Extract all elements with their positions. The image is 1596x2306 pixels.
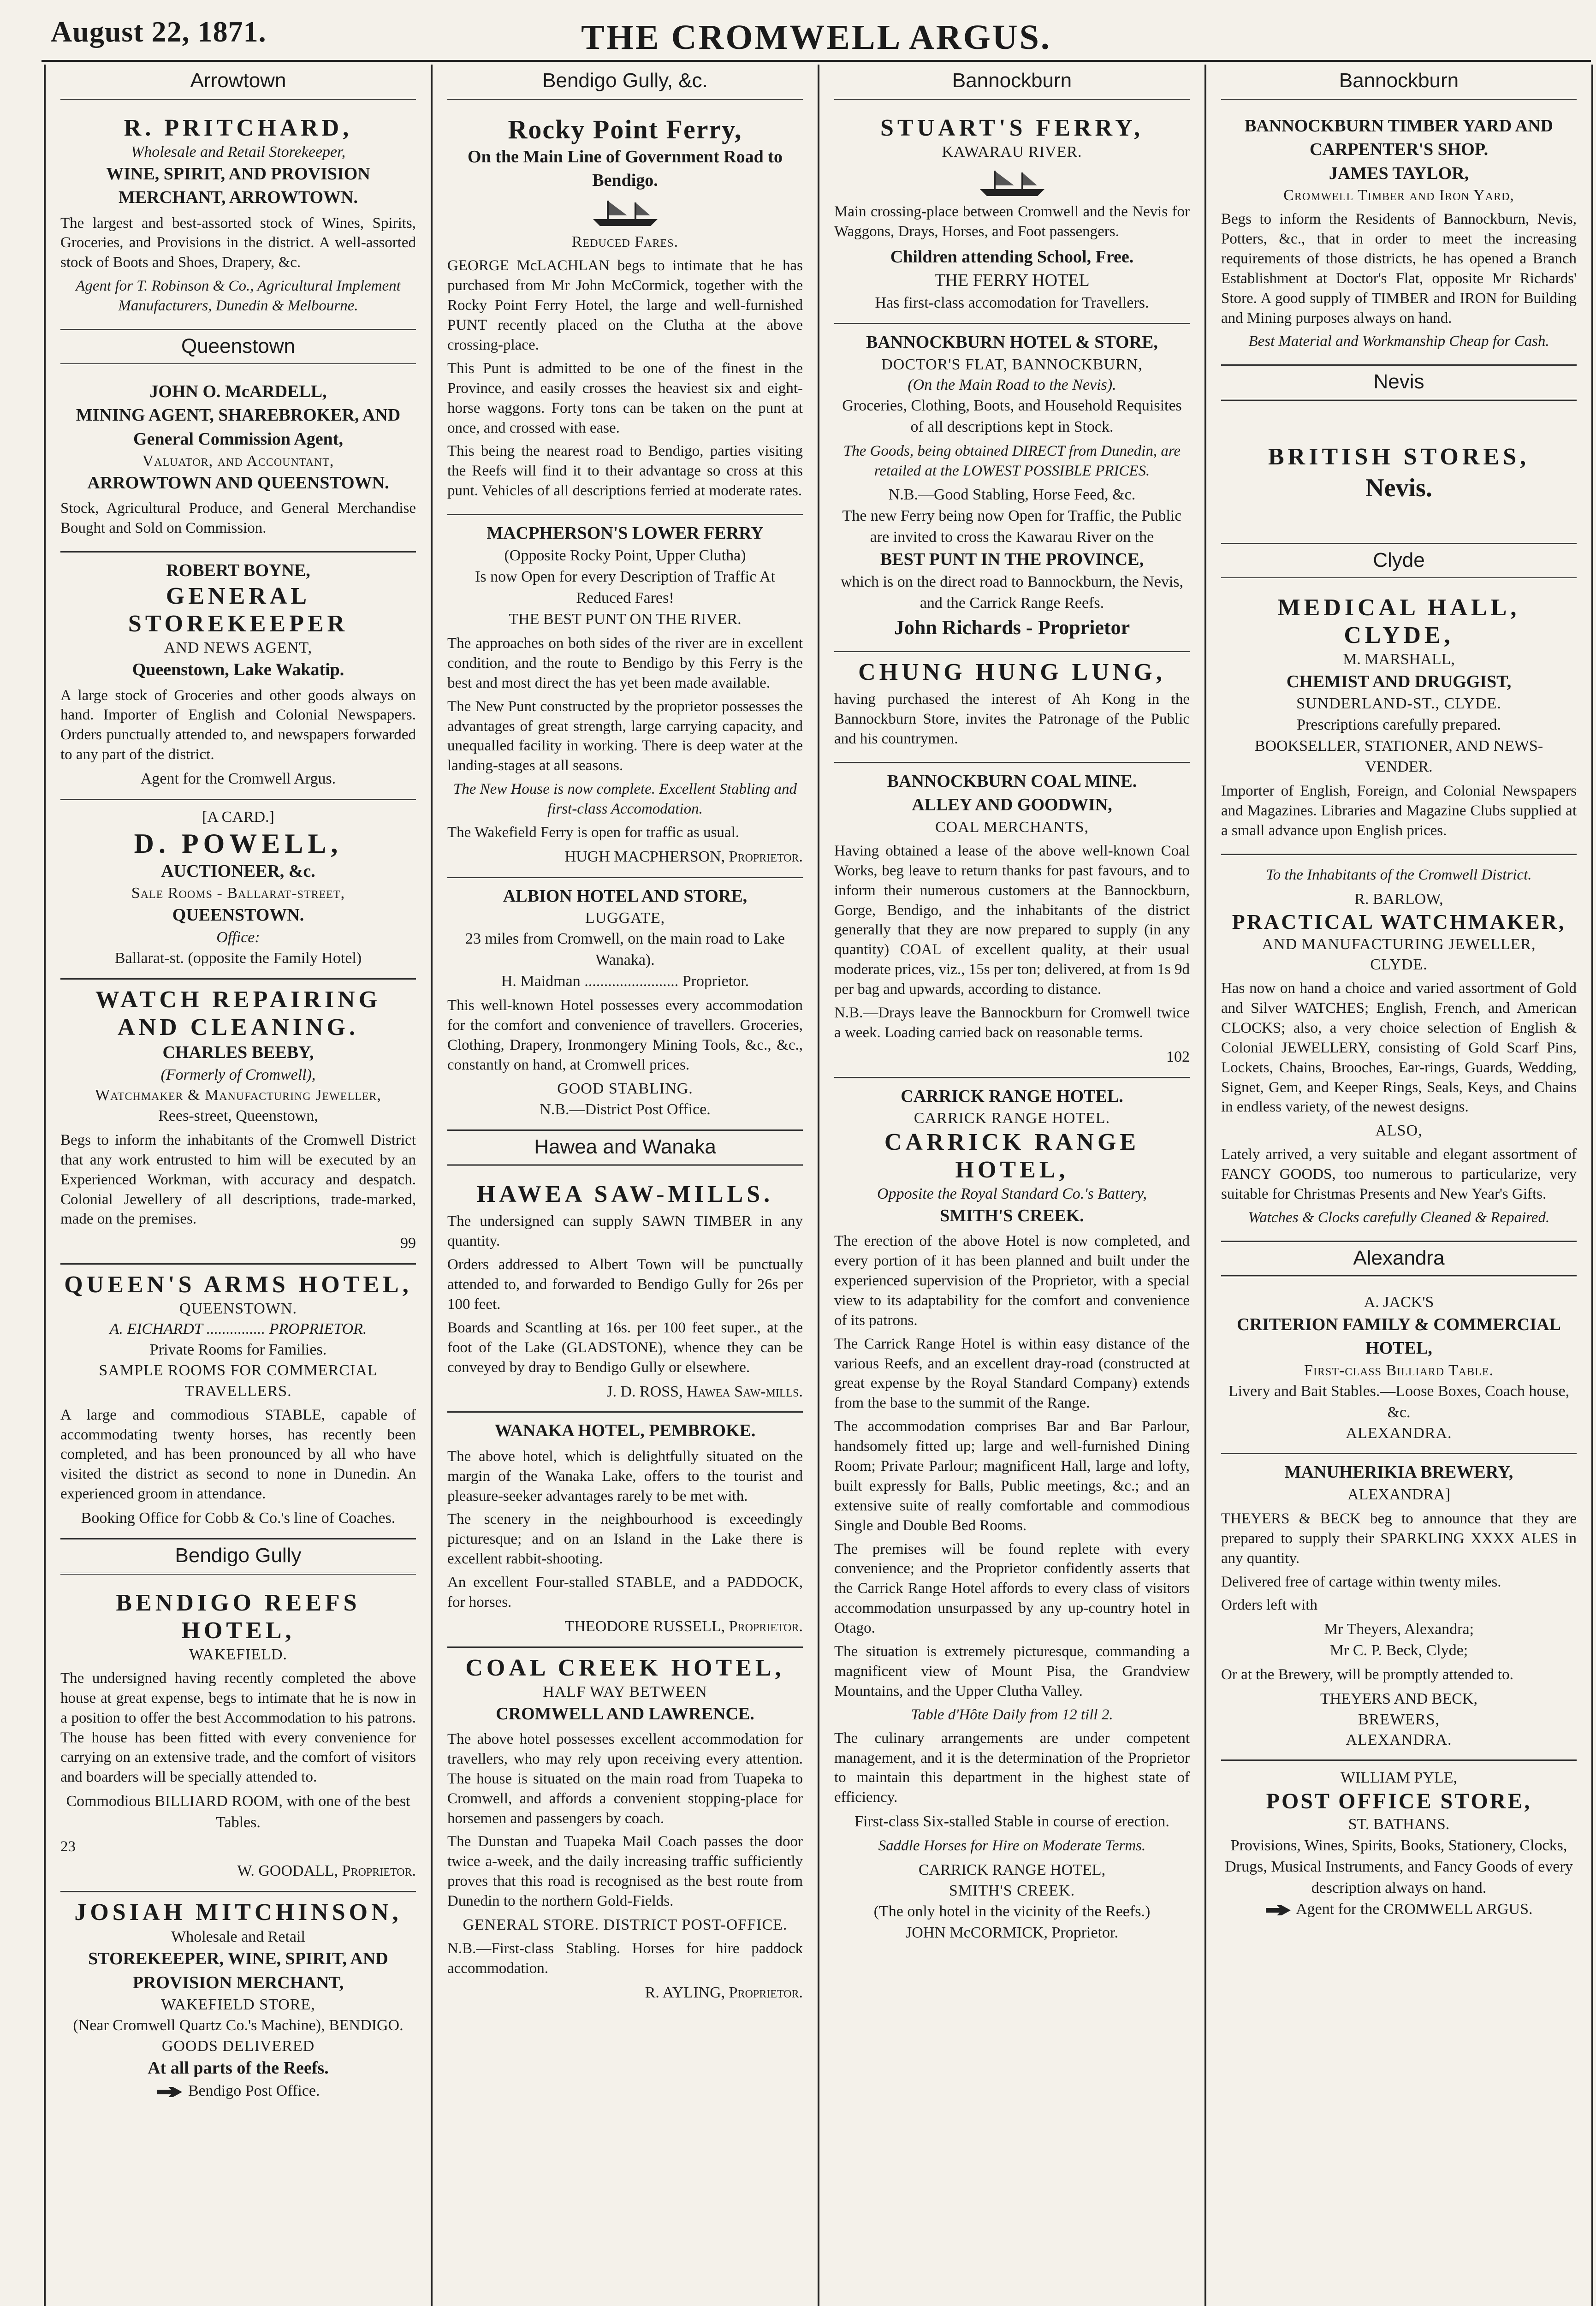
ad-title: ROBERT BOYNE,	[166, 561, 310, 581]
ad-title: CARRICK RANGE HOTEL.	[901, 1086, 1123, 1106]
ad-body: The erection of the above Hotel is now completed, and every portion of it has been planned and built under the experienced supervision of the Proprietor, with a special view to its adaptability for the comfort and convenience of its patrons.	[834, 1233, 1190, 1329]
ad-body: Having obtained a lease of the above well-known Coal Works, beg leave to return thanks for past favours, and to inform their numerous customers at the Bannockburn, Gorge, Bendigo, and the inhabitants of the district generally that they are now prepared to supply (in any quantity) COAL of excellent quality, at their usual moderate prices, viz., 15s per ton; delivered, at from 1s 9d per bag and upwards, according to distance.	[834, 842, 1190, 998]
ad-card: [A CARD.]	[202, 808, 274, 826]
ad-body: The Wakefield Ferry is open for traffic as usual.	[447, 824, 739, 841]
ad-body: GEORGE McLACHLAN begs to intimate that he has purchased from Mr John McCormick, together with the Rocky Point Ferry Hotel, the large and well-furnished PUNT recently placed on the Clutha at the above crossing-place.	[447, 257, 803, 354]
ad-mcardell	[60, 374, 416, 553]
ad-line: The new Ferry being now Open for Traffic, the Public are invited to cross the Kawarau River on the	[842, 507, 1182, 546]
ad-mitchinson	[60, 1892, 416, 2111]
ad-signature: SMITH'S CREEK.	[949, 1882, 1075, 1899]
ad-body: An excellent Four-stalled STABLE, and a PADDOCK, for horses.	[447, 1574, 803, 1611]
column-2	[431, 65, 818, 2306]
ad-body: The scenery in the neighbourhood is exceedingly picturesque; and on an Island in the Lake there is excellent rabbit-shooting.	[447, 1511, 803, 1568]
ad-body: Or at the Brewery, will be promptly attended to.	[1221, 1666, 1513, 1683]
issue-date: August 22, 1871.	[51, 15, 267, 48]
ad-body: This well-known Hotel possesses every accommodation for the comfort and convenience of travellers. Groceries, Clothing, Drapery, Ironmongery Mining Tools, &c., &c., constantly on hand, at Cromwell prices.	[447, 997, 803, 1073]
ad-address: Ballarat-st. (opposite the Family Hotel)	[114, 949, 362, 967]
ad-subtitle: Cromwell Timber and Iron Yard,	[1283, 186, 1514, 204]
ad-subtitle: ST. BATHANS.	[1348, 1816, 1450, 1833]
ad-title: CARRICK RANGE HOTEL,	[884, 1129, 1140, 1183]
ad-title: STUART'S FERRY,	[880, 115, 1144, 141]
ad-title: BRITISH STORES,	[1268, 444, 1530, 470]
ad-italic: Saddle Horses for Hire on Moderate Terms.	[878, 1837, 1146, 1854]
ad-line: THE BEST PUNT ON THE RIVER.	[509, 611, 742, 628]
ad-subtitle: Wholesale and Retail Storekeeper,	[131, 143, 346, 160]
section-heading: Nevis	[1221, 366, 1577, 401]
ad-line: QUEENSTOWN.	[172, 905, 304, 925]
section-heading: Clyde	[1221, 544, 1577, 579]
ad-name: A. JACK'S	[1364, 1294, 1434, 1311]
ad-line: Has first-class accomodation for Travellers.	[875, 294, 1149, 312]
ad-italic: Best Material and Workmanship Cheap for Cash.	[1248, 333, 1549, 350]
ad-subtitle: QUEENSTOWN.	[179, 1300, 297, 1318]
ad-body: N.B.—Drays leave the Bannockburn for Cromwell twice a week. Loading carried back on reasonable terms.	[834, 1004, 1190, 1041]
ad-line: First-class Six-stalled Stable in course of erection.	[854, 1813, 1169, 1831]
ad-agent	[1221, 1899, 1577, 1920]
ad-powell	[60, 800, 416, 980]
ad-subtitle: AND MANUFACTURING JEWELLER,	[1262, 935, 1536, 953]
ad-title: CHUNG HUNG LUNG,	[858, 659, 1166, 685]
ship-icon	[975, 166, 1049, 198]
ad-pyle	[1221, 1761, 1577, 1929]
column-4	[1204, 65, 1593, 2306]
ad-post-label: Bendigo Post Office.	[188, 2082, 320, 2099]
ad-signature: (The only hotel in the vicinity of the Reefs.)	[873, 1903, 1151, 1920]
ad-pritchard	[60, 108, 416, 330]
ad-signature: ALEXANDRA.	[1346, 1731, 1452, 1749]
ad-italic: The Goods, being obtained DIRECT from Dunedin, are retailed at the LOWEST POSSIBLE PRICES.	[843, 442, 1181, 479]
ad-subtitle: Valuator, and Accountant,	[142, 452, 334, 470]
ad-body: Livery and Bait Stables.—Loose Boxes, Coach house, &c.	[1228, 1382, 1570, 1421]
ad-bendigo-reefs	[60, 1583, 416, 1892]
ad-body: Stock, Agricultural Produce, and General Merchandise Bought and Sold on Commission.	[60, 500, 416, 537]
ad-office: Office:	[216, 928, 260, 946]
ad-subtitle: GENERAL STORE. DISTRICT POST-OFFICE.	[463, 1916, 788, 1934]
ad-title: POST OFFICE STORE,	[1266, 1789, 1532, 1814]
ad-body: The premises will be found replete with every convenience; and the Proprietor confidently asserts that the Carrick Range Hotel affords to every class of visitors accommodation unsurpassed by any up-country hotel in Otago.	[834, 1540, 1190, 1637]
ad-body: Begs to inform the Residents of Bannockburn, Nevis, Potters, &c., that in order to meet the increasing requirements of those districts, he has opened a Branch Establishment at Doctor's Flat, opposite Mr Richards' Store. A good supply of TIMBER and IRON for Building and Mining purposes always on hand.	[1221, 211, 1577, 327]
pointing-hand-icon	[156, 2085, 184, 2099]
ad-subtitle: WAKEFIELD STORE,	[161, 1996, 315, 2014]
ad-body: having purchased the interest of Ah Kong in the Bannockburn Store, invites the Patronage of the Public and his countrymen.	[834, 691, 1190, 748]
ad-subtitle: DOCTOR'S FLAT, BANNOCKBURN,	[881, 356, 1143, 373]
ad-line: BOOKSELLER, STATIONER, AND NEWS-VENDER.	[1254, 737, 1543, 776]
ad-subtitle: KAWARAU RIVER.	[942, 143, 1082, 160]
ad-carrick-range	[834, 1078, 1190, 1953]
ad-body: The undersigned having recently completed the above house at great expense, begs to intimate that he is now in a position to offer the best Accommodation to his patrons. The house has been fitted with every convenience for carrying on an extensive trade, and the comfort of visitors and boarders will be specially attended to.	[60, 1670, 416, 1786]
pointing-hand-icon	[1265, 1903, 1293, 1917]
ad-title: D. POWELL,	[134, 828, 343, 859]
ad-subtitle: WAKEFIELD.	[189, 1646, 288, 1663]
ad-signature: HUGH MACPHERSON, Proprietor.	[564, 848, 803, 865]
ad-body: Begs to inform the inhabitants of the Cromwell District that any work entrusted to him will be executed by an Experienced Workman, with accuracy and despatch. Colonial Jewellery of all descriptions, trade-marked, made on the premises.	[60, 1131, 416, 1228]
ad-line: Groceries, Clothing, Boots, and Household Requisites of all descriptions kept in Stock.	[842, 397, 1182, 435]
ad-signature: J. D. ROSS, Hawea Saw-mills.	[606, 1383, 803, 1400]
ad-line: Nevis.	[1365, 474, 1432, 503]
ad-booking: Booking Office for Cobb & Co.'s line of Coaches.	[81, 1510, 396, 1527]
ad-title: Rocky Point Ferry,	[508, 114, 742, 144]
ad-line: Prescriptions carefully prepared.	[1297, 716, 1501, 733]
column-3	[818, 65, 1204, 2306]
ad-number: 102	[1166, 1048, 1190, 1065]
ad-subtitle: GOOD STABLING.	[557, 1080, 693, 1097]
ad-title: HAWEA SAW-MILLS.	[476, 1181, 774, 1207]
ad-boyne	[60, 553, 416, 800]
column-1	[44, 65, 431, 2306]
ad-body: This being the nearest road to Bendigo, parties visiting the Reefs will find it to their advantage so cross at this punt. Vehicles of all descriptions ferried at moderate rates.	[447, 443, 803, 499]
section-heading: Bendigo Gully	[60, 1539, 416, 1575]
ad-subtitle: Reduced Fares.	[571, 233, 679, 251]
ad-line: STOREKEEPER, WINE, SPIRIT, AND PROVISION MERCHANT,	[88, 1949, 388, 1992]
ad-title: JOSIAH MITCHINSON,	[74, 1899, 402, 1926]
ad-title: BANNOCKBURN HOTEL & STORE,	[866, 333, 1158, 352]
ad-italic: (On the Main Road to the Nevis).	[908, 376, 1116, 393]
ad-italic: The New House is now complete. Excellent Stabling and first-class Accomodation.	[453, 781, 797, 818]
masthead: THE CROMWELL ARGUS.	[581, 18, 1051, 57]
ad-beeby	[60, 980, 416, 1265]
section-heading: Alexandra	[1221, 1242, 1577, 1277]
ad-body: Orders left with	[1221, 1597, 1317, 1614]
ad-subtitle: COAL MERCHANTS,	[935, 818, 1089, 836]
ad-signature: JOHN McCORMICK, Proprietor.	[906, 1924, 1118, 1941]
ad-barlow	[1221, 855, 1577, 1242]
ad-body: Orders addressed to Albert Town will be punctually attended to, and forwarded to Bendigo Gully for 26s per 100 feet.	[447, 1256, 803, 1313]
ad-title: MANUHERIKIA BREWERY,	[1284, 1462, 1513, 1482]
section-heading: Queenstown	[60, 330, 416, 365]
ad-subtitle: First-class Billiard Table.	[1304, 1361, 1494, 1379]
ad-line: SMITH'S CREEK.	[940, 1206, 1084, 1225]
ad-subtitle: HALF WAY BETWEEN	[543, 1683, 707, 1700]
ad-line: On the Main Line of Government Road to Bendigo.	[468, 147, 783, 190]
ad-title: MACPHERSON'S LOWER FERRY	[487, 523, 764, 543]
ad-agent: Agent for T. Robinson & Co., Agricultural Implement Manufacturers, Dunedin & Melbourne.	[76, 278, 401, 315]
ad-body: The Carrick Range Hotel is within easy distance of the various Reefs, and an excellent dray-road (constructed at great expense by the Royal Standard Company) extends from the base to the summit of the Range.	[834, 1335, 1190, 1412]
ad-address: (Near Cromwell Quartz Co.'s Machine), BENDIGO.	[73, 2017, 403, 2034]
ad-body: The above hotel, which is delightfully situated on the margin of the Wanaka Lake, offers to the tourist and pleasure-seeker advantages rarely to be met with.	[447, 1448, 803, 1504]
ad-body: The largest and best-assorted stock of Wines, Spirits, Groceries, and Provisions in the district. A well-assorted stock of Boots and Shoes, Drapery, &c.	[60, 214, 416, 271]
ad-body: Main crossing-place between Cromwell and the Nevis for Waggons, Drays, Horses, and Foot passengers.	[834, 203, 1190, 240]
ad-body: A large and commodious STABLE, capable of accommodating twenty horses, has recently been completed, and has been pronounced by all who have visited the district as second to none in Dunedin. An experienced groom in attendance.	[60, 1406, 416, 1503]
ad-stuarts-ferry	[834, 108, 1190, 324]
ad-title: PRACTICAL WATCHMAKER,	[1232, 909, 1566, 933]
ad-body: Importer of English, Foreign, and Colonial Newspapers and Magazines. Libraries and Magazine Clubs supplied at a small advance upon English prices.	[1221, 783, 1577, 839]
ad-subtitle: LUGGATE,	[585, 909, 665, 927]
ad-body: N.B.—First-class Stabling. Horses for hire paddock accommodation.	[447, 1940, 803, 1977]
ad-title: ALBION HOTEL AND STORE,	[503, 886, 748, 906]
ad-proprietor: A. EICHARDT ............... PROPRIETOR.	[109, 1320, 367, 1338]
section-heading: Bannockburn	[834, 65, 1190, 100]
ad-subtitle: Wholesale and Retail	[171, 1928, 305, 1945]
ad-signature: W. GOODALL, Proprietor.	[237, 1862, 416, 1879]
ad-title: CRITERION FAMILY & COMMERCIAL HOTEL,	[1237, 1314, 1561, 1358]
ad-signature: BREWERS,	[1358, 1711, 1440, 1728]
ad-proprietor: John Richards - Proprietor	[894, 616, 1130, 639]
ad-title: BANNOCKBURN TIMBER YARD AND CARPENTER'S SHOP.	[1245, 116, 1553, 160]
ad-line: BEST PUNT IN THE PROVINCE,	[880, 550, 1144, 570]
ad-british-stores	[1221, 409, 1577, 544]
ad-body: The New Punt constructed by the proprietor possesses the advantages of great strength, large carrying capacity, and unequalled facility in working. There is deep water at the landing-stages at all seasons.	[447, 698, 803, 774]
ad-line: Children attending School, Free.	[890, 247, 1134, 267]
ad-hawea	[447, 1174, 803, 1413]
ad-line: N.B.—Good Stabling, Horse Feed, &c.	[888, 486, 1136, 504]
ad-line: Is now Open for every Description of Traffic At Reduced Fares!	[475, 568, 775, 607]
section-heading: Arrowtown	[60, 65, 416, 100]
ad-post: N.B.—District Post Office.	[540, 1100, 711, 1118]
ad-name: CHARLES BEEBY,	[162, 1043, 314, 1063]
ad-subtitle: AUCTIONEER, &c.	[161, 861, 315, 881]
ad-title: WATCH REPAIRING AND CLEANING.	[95, 986, 381, 1040]
ad-macpherson	[447, 515, 803, 878]
ad-coal-mine	[834, 763, 1190, 1078]
ad-criterion	[1221, 1285, 1577, 1454]
ad-address: Rees-street, Queenstown,	[158, 1107, 318, 1125]
section-heading: Bannockburn	[1221, 65, 1577, 100]
ad-subtitle: ALSO,	[1375, 1122, 1423, 1140]
ad-subtitle: AND NEWS AGENT,	[164, 639, 313, 657]
ad-chung-hung-lung	[834, 652, 1190, 763]
ad-subtitle: CARRICK RANGE HOTEL.	[914, 1109, 1110, 1127]
ad-name: JAMES TAYLOR,	[1329, 163, 1469, 183]
ad-line: Sale Rooms - Ballarat-street,	[131, 885, 345, 902]
ad-line: Queenstown, Lake Wakatip.	[132, 660, 344, 680]
ad-line: MINING AGENT, SHAREBROKER, AND General Commission Agent,	[76, 405, 401, 449]
ad-line: GENERAL STOREKEEPER	[128, 583, 349, 637]
ad-line: Commodious BILLIARD ROOM, with one of the best Tables.	[66, 1793, 410, 1831]
ad-bannockburn-hotel	[834, 324, 1190, 652]
ad-subtitle: GOODS DELIVERED	[161, 2038, 315, 2055]
ad-line: which is on the direct road to Bannockburn, the Nevis, and the Carrick Range Reefs.	[840, 573, 1184, 612]
section-heading: Bendigo Gully, &c.	[447, 65, 803, 100]
ad-subtitle: SAMPLE ROOMS FOR COMMERCIAL TRAVELLERS.	[99, 1362, 378, 1400]
ad-post	[60, 2080, 416, 2102]
ad-body: The Dunstan and Tuapeka Mail Coach passes the door twice a-week, and the daily increasing traffic sufficiently proves that this road is recognised as the best route from Dunedin to the northern Gold-Fields.	[447, 1833, 803, 1910]
ad-line: THE FERRY HOTEL	[934, 271, 1090, 291]
ad-title: BENDIGO REEFS HOTEL,	[116, 1590, 361, 1644]
ad-subtitle: (Formerly of Cromwell),	[160, 1066, 316, 1083]
ad-title: QUEEN'S ARMS HOTEL,	[64, 1272, 412, 1298]
ad-place: ALEXANDRA.	[1346, 1424, 1452, 1442]
ad-agent-label: Agent for the CROMWELL ARGUS.	[1296, 1900, 1533, 1918]
ad-signature: THEODORE RUSSELL, Proprietor.	[564, 1617, 803, 1635]
ad-body: Provisions, Wines, Spirits, Books, Stationery, Clocks, Drugs, Musical Instruments, and Fancy Goods of every description always on hand.	[1225, 1837, 1573, 1897]
ad-body: The undersigned can supply SAWN TIMBER in any quantity.	[447, 1213, 803, 1250]
ad-line: ARROWTOWN AND QUEENSTOWN.	[87, 473, 389, 493]
ad-rocky-point	[447, 108, 803, 515]
ad-body: THEYERS & BECK beg to announce that they are prepared to supply their SPARKLING XXXX ALES in any quantity.	[1221, 1510, 1577, 1567]
ad-title: BANNOCKBURN COAL MINE.	[887, 772, 1137, 791]
ad-body: Lately arrived, a very suitable and elegant assortment of FANCY GOODS, too numerous to particularize, very suitable for Christmas Presents and New Year's Gifts.	[1221, 1146, 1577, 1203]
ad-body: Boards and Scantling at 16s. per 100 feet super., at the foot of the Lake (GLADSTONE), whence they can be conveyed by dray to Bendigo Gully or elsewhere.	[447, 1319, 803, 1376]
section-heading: Hawea and Wanaka	[447, 1131, 803, 1166]
ad-brewery	[1221, 1454, 1577, 1761]
page-header	[42, 9, 1591, 62]
ad-italic: To the Inhabitants of the Cromwell District.	[1266, 867, 1532, 884]
ad-name: R. BARLOW,	[1354, 890, 1443, 908]
ad-line: Mr Theyers, Alexandra;	[1323, 1621, 1474, 1638]
ad-body: Delivered free of cartage within twenty miles.	[1221, 1573, 1501, 1590]
ad-line: CHEMIST AND DRUGGIST,	[1286, 672, 1512, 692]
ad-body: The approaches on both sides of the river are in excellent condition, and the route to Bendigo by this Ferry is the best and most direct the has yet been made available.	[447, 635, 803, 691]
ad-body: The accommodation comprises Bar and Bar Parlour, handsomely fitted up; large and well-furnished Dining Room; Private Parlour; magnificent Hall, large and lofty, built expressly for Balls, Public meetings, &c.; and an extensive suite of really comfortable and commodious Single and Double Bed Rooms.	[834, 1418, 1190, 1534]
ad-line: 23 miles from Cromwell, on the main road to Lake Wanaka).	[465, 930, 785, 969]
ad-coal-creek	[447, 1648, 803, 2013]
ad-title: R. PRITCHARD,	[124, 115, 353, 141]
ad-line: Private Rooms for Families.	[149, 1341, 327, 1359]
ad-subtitle: (Opposite Rocky Point, Upper Clutha)	[504, 547, 746, 565]
ad-line: WINE, SPIRIT, AND PROVISION MERCHANT, ARROWTOWN.	[106, 164, 370, 208]
ad-italic: Opposite the Royal Standard Co.'s Battery,	[877, 1185, 1147, 1202]
ad-number: 99	[400, 1235, 416, 1252]
ad-body: The situation is extremely picturesque, commanding a magnificent view of Mount Pisa, the Grandview Mountains, and the Upper Clutha Valley.	[834, 1643, 1190, 1700]
ad-body: The above hotel possesses excellent accommodation for travellers, who may rely upon receiving every attention. The house is situated on the main road from Tuapeka to Cromwell, and affords a convenient stopping-place for horsemen and passengers by coach.	[447, 1731, 803, 1827]
ad-body: Has now on hand a choice and varied assortment of Gold and Silver WATCHES; English, French, and American CLOCKS; also, a very choice selection of English & Colonial JEWELLERY, consisting of Gold Scarf Pins, Lockets, Chains, Brooches, Ear-rings, Guards, Wedding, Signet, Gem, and Keeper Rings, Seals, Keys, and Chains in endless variety, of the newest designs.	[1221, 980, 1577, 1116]
ad-title: JOHN O. McARDELL,	[149, 382, 327, 402]
ad-title: COAL CREEK HOTEL,	[465, 1654, 785, 1681]
ad-signature: CARRICK RANGE HOTEL,	[918, 1861, 1106, 1878]
ad-line: CROMWELL AND LAWRENCE.	[496, 1704, 754, 1724]
ad-subtitle: Watchmaker & Manufacturing Jeweller,	[95, 1086, 381, 1104]
ad-line: At all parts of the Reefs.	[148, 2058, 329, 2078]
ad-medical-hall	[1221, 588, 1577, 855]
ad-body: This Punt is admitted to be one of the finest in the Province, and easily crosses the heaviest six and eight-horse waggons. Forty tons can be taken on the punt at once, and crossed with ease.	[447, 360, 803, 436]
columns	[44, 65, 1593, 2306]
ad-italic: Table d'Hôte Daily from 12 till 2.	[911, 1706, 1113, 1723]
ad-signature: R. AYLING, Proprietor.	[645, 1984, 803, 2001]
ad-line: ALLEY AND GOODWIN,	[912, 795, 1112, 815]
ad-body: The culinary arrangements are under competent management, and it is the determination of the Proprietor to maintain this department in the highest state of efficiency.	[834, 1730, 1190, 1806]
ad-albion	[447, 878, 803, 1131]
ad-italic: Watches & Clocks carefully Cleaned & Repaired.	[1248, 1209, 1550, 1226]
ad-queens-arms	[60, 1265, 416, 1539]
ad-line: Mr C. P. Beck, Clyde;	[1329, 1642, 1468, 1659]
ad-title: MEDICAL HALL, CLYDE,	[1277, 594, 1520, 648]
ad-subtitle: ALEXANDRA]	[1347, 1486, 1450, 1503]
ad-signature: THEYERS AND BECK,	[1320, 1690, 1477, 1707]
ad-proprietor: H. Maidman ........................ Proprietor.	[501, 973, 749, 990]
ad-subtitle: SUNDERLAND-ST., CLYDE.	[1296, 695, 1501, 713]
ad-number: 23	[60, 1838, 76, 1855]
ad-wanaka	[447, 1413, 803, 1647]
ad-name: WILLIAM PYLE,	[1340, 1769, 1458, 1787]
ad-name: M. MARSHALL,	[1343, 651, 1455, 668]
ad-title: WANAKA HOTEL, PEMBROKE.	[494, 1421, 756, 1441]
ship-icon	[588, 196, 662, 228]
ad-subtitle: CLYDE.	[1370, 956, 1428, 973]
ad-body: A large stock of Groceries and other goods always on hand. Importer of English and Colonial Newspapers. Orders punctually attended to, and newspapers forwarded to any part of the district.	[60, 687, 416, 763]
ad-agent: Agent for the Cromwell Argus.	[140, 770, 336, 788]
ad-timber-yard	[1221, 108, 1577, 366]
